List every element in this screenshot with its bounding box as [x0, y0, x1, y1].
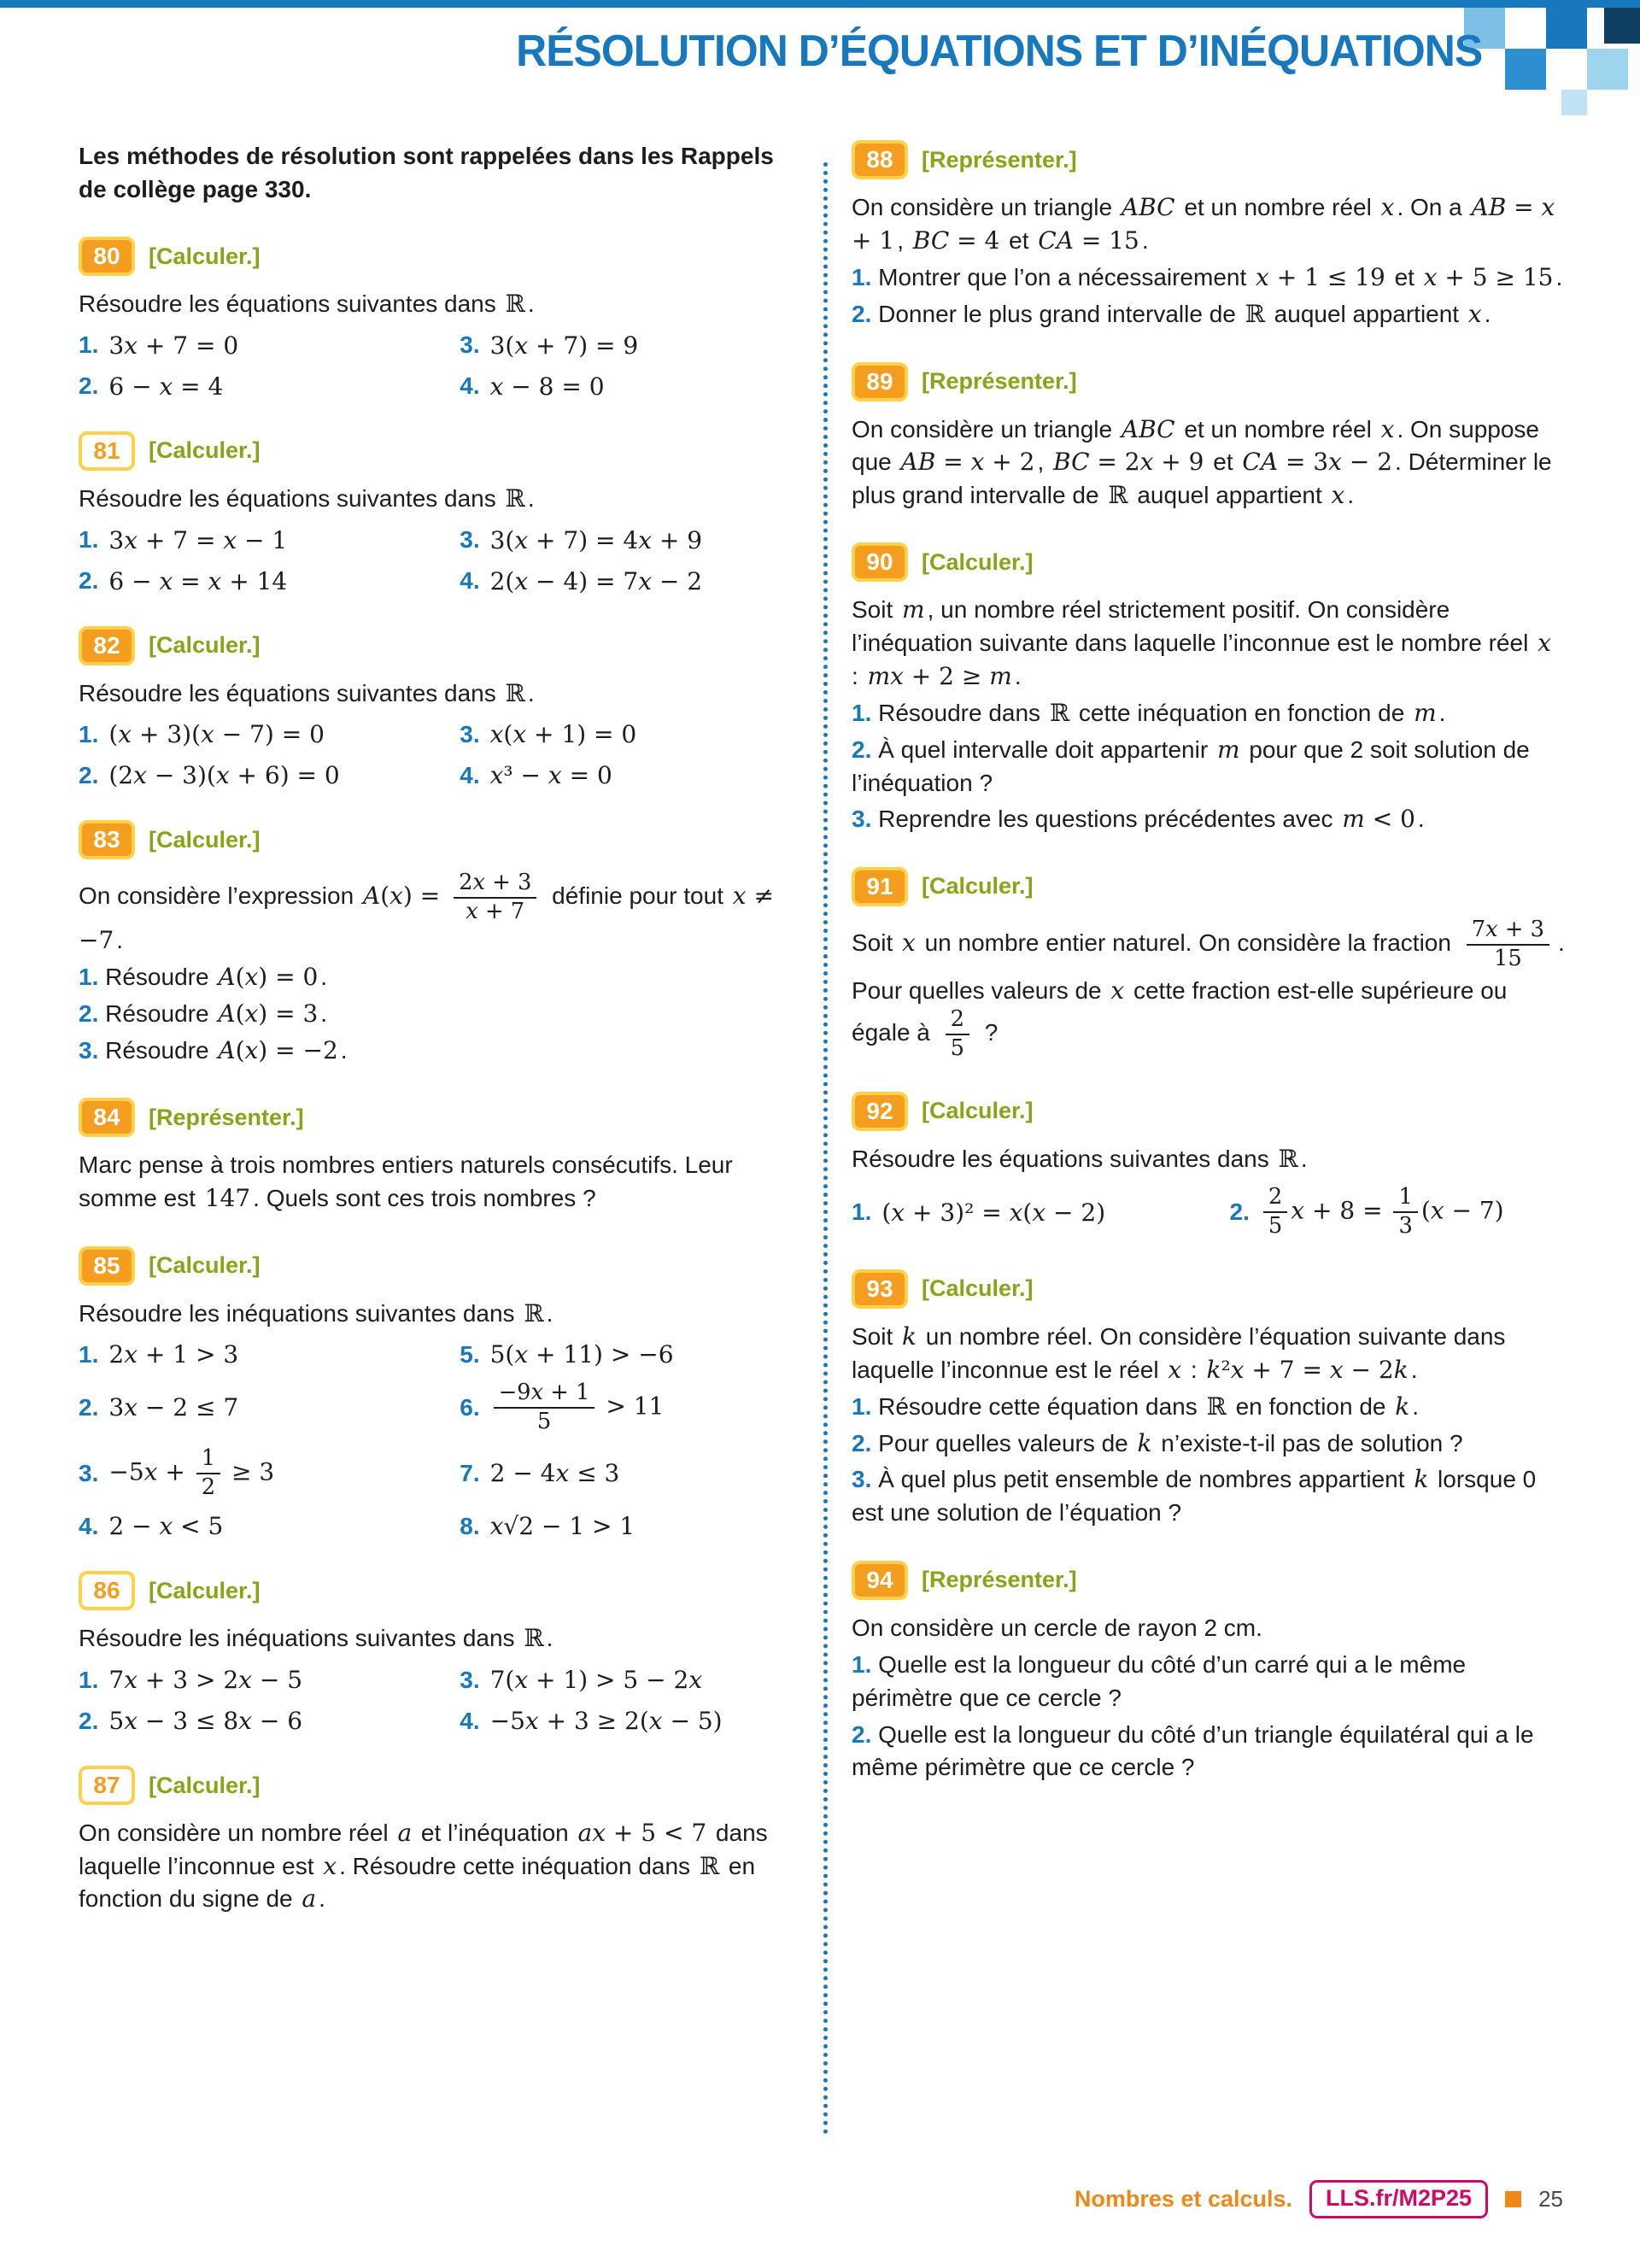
equation-item — [460, 720, 798, 748]
equation-item — [460, 761, 798, 789]
equation-expression: 3x + 7 = x − 1 — [108, 525, 288, 554]
question-text: Résoudre A(x) = −2 . — [98, 1035, 348, 1064]
inline-math: x — [1168, 1355, 1182, 1384]
exercise-tag: [Calculer.] — [149, 632, 261, 658]
exercise-number-badge: 82 — [79, 626, 135, 665]
mosaic-square — [1604, 8, 1640, 44]
equation-number: 3. — [460, 331, 480, 359]
exercise-86 — [79, 1571, 798, 1735]
equation-number: 8. — [460, 1512, 480, 1539]
inline-math: A(x) = 3 — [218, 999, 319, 1028]
footer-chapter-label: Nombres et calculs. — [1074, 2186, 1293, 2212]
question-text: Résoudre dans ℝ cette inéquation en fonction de m . — [871, 699, 1446, 728]
equation-number: 3. — [460, 720, 480, 747]
exercise-text: On considère l’expression A(x) = $\frac{2x + 3}{x + 7}$ définie pour tout x ≠ −7 . — [79, 870, 774, 954]
equation-number: 1. — [79, 1340, 99, 1368]
equation-list — [79, 331, 798, 401]
equation-expression: 6 − x = 4 — [108, 372, 224, 401]
exercise-number-badge: 89 — [852, 362, 908, 401]
inline-math: A(x) = — [362, 882, 448, 911]
question-item — [852, 1427, 1565, 1461]
inline-math: AB = x + 2 — [900, 448, 1035, 477]
equation-number: 4. — [79, 1512, 99, 1539]
equation-item — [79, 331, 460, 360]
equation-number: 3. — [460, 526, 480, 553]
question-text: Résoudre A(x) = 0 . — [98, 963, 328, 992]
mosaic-square — [1587, 49, 1628, 90]
equation-expression: 7(x + 1) > 5 − 2x — [489, 1666, 703, 1694]
inline-math: CA = 3x − 2 — [1242, 448, 1393, 477]
page-title: RÉSOLUTION D’ÉQUATIONS ET D’INÉQUATIONS — [515, 26, 1482, 76]
exercise-82 — [79, 626, 798, 790]
exercise-header — [79, 1098, 798, 1137]
equation-number: 1. — [79, 720, 99, 747]
equation-item — [79, 761, 460, 789]
exercise-header — [79, 1766, 798, 1805]
equation-expression: x³ − x = 0 — [489, 761, 612, 790]
equation-expression: $\frac{-9x + 1}{5}$ > 11 — [490, 1381, 665, 1434]
question-number: 3. — [79, 1036, 99, 1064]
question-number: 1. — [852, 1651, 872, 1679]
inline-math: m — [1216, 735, 1240, 764]
fraction: $\frac{2}{5}$ — [946, 1008, 969, 1061]
equation-expression: −5x + $\frac{1}{2}$ ≥ 3 — [108, 1445, 275, 1500]
equation-expression: 5(x + 11) > −6 — [489, 1340, 674, 1369]
exercise-tag: [Représenter.] — [149, 1104, 304, 1130]
exercise-90 — [852, 542, 1565, 835]
exercise-text: Résoudre les équations suivantes dans ℝ . — [79, 290, 535, 319]
equation-number: 3. — [79, 1459, 99, 1486]
equation-expression: 2x + 1 > 3 — [108, 1340, 239, 1369]
inline-math: ℝ — [524, 1624, 544, 1653]
exercise-tag: [Calculer.] — [149, 437, 261, 464]
fraction: $\frac{-9x + 1}{5}$ — [494, 1381, 595, 1434]
inline-math — [1458, 929, 1463, 957]
fraction: $\frac{1}{3}$ — [1393, 1186, 1417, 1239]
question-list — [852, 697, 1565, 836]
equation-expression: 6 − x = x + 14 — [108, 566, 288, 595]
inline-math: ABC — [1121, 193, 1175, 221]
exercise-number-badge: 90 — [852, 542, 908, 582]
question-number: 3. — [852, 806, 872, 833]
question-text: Reprendre les questions précédentes avec m < 0 . — [871, 805, 1425, 834]
inline-math: BC = 4 — [912, 226, 1000, 255]
equation-expression: (2x − 3)(x + 6) = 0 — [108, 761, 340, 790]
question-number: 2. — [852, 735, 872, 763]
exercise-number-badge: 91 — [852, 867, 908, 906]
exercise-text: Résoudre les équations suivantes dans ℝ . — [79, 678, 535, 707]
equation-number: 2. — [1229, 1198, 1250, 1226]
exercise-83 — [79, 820, 798, 1067]
right-column — [852, 128, 1565, 1788]
exercise-header — [79, 1571, 798, 1610]
exercise-number-badge: 81 — [79, 431, 135, 471]
mosaic-square — [1505, 49, 1546, 90]
equation-number: 2. — [79, 1393, 99, 1421]
question-number: 1. — [852, 1393, 872, 1421]
question-item — [852, 261, 1565, 295]
exercise-tag: [Représenter.] — [922, 146, 1077, 173]
equation-item — [460, 1340, 798, 1368]
question-text: Quelle est la longueur du côté d’un triangle équilatéral qui a le même périmètre que ce cercle ? — [852, 1720, 1534, 1781]
equation-number: 2. — [79, 1707, 99, 1734]
exercise-header — [852, 140, 1565, 179]
fraction: $\frac{2x + 3}{x + 7}$ — [454, 871, 536, 924]
equation-number: 4. — [460, 567, 480, 594]
equation-item — [79, 1707, 460, 1735]
mosaic-square — [1561, 90, 1587, 115]
equation-item — [79, 1381, 460, 1434]
inline-math: BC = 2x + 9 — [1053, 448, 1204, 477]
question-item — [852, 1463, 1565, 1529]
question-text: Résoudre cette équation dans ℝ en fonction de k . — [871, 1392, 1420, 1421]
exercise-text: Résoudre les équations suivantes dans ℝ . — [852, 1144, 1308, 1173]
exercise-85 — [79, 1246, 798, 1541]
inline-math: k — [1395, 1392, 1410, 1421]
exercise-text: Marc pense à trois nombres entiers naturels consécutifs. Leur somme est 147 . Quels sont ces trois nombres ? — [79, 1152, 733, 1212]
inline-math: ℝ — [1245, 299, 1265, 328]
question-number: 2. — [852, 300, 872, 327]
exercise-tag: [Représenter.] — [922, 1567, 1077, 1593]
inline-math: a — [302, 1884, 317, 1913]
exercise-88 — [852, 140, 1565, 331]
equation-number: 7. — [460, 1459, 480, 1486]
mosaic-square — [1546, 8, 1587, 49]
exercise-number-badge: 93 — [852, 1269, 908, 1309]
content-area — [79, 128, 1565, 2136]
footer-link[interactable]: LLS.fr/M2P25 — [1309, 2180, 1488, 2218]
exercise-header — [79, 237, 798, 276]
equation-expression: (x + 3)² = x(x − 2) — [882, 1198, 1106, 1227]
inline-math: k — [1137, 1428, 1152, 1457]
question-item — [852, 1719, 1565, 1785]
inline-math: m — [1414, 699, 1437, 728]
exercise-text: Résoudre les inéquations suivantes dans ℝ . — [79, 1298, 554, 1327]
inline-math: x — [323, 1851, 337, 1880]
exercise-tag: [Calculer.] — [149, 243, 261, 269]
question-item — [852, 1391, 1565, 1424]
inline-math — [937, 1018, 942, 1046]
inline-math: k²x + 7 = x − 2k — [1206, 1355, 1409, 1384]
fraction: $\frac{2}{5}$ — [1263, 1186, 1287, 1239]
inline-math: x ≠ −7 — [79, 882, 774, 954]
inline-math: x + 5 ≥ 15 — [1423, 263, 1554, 292]
equation-item — [79, 1447, 460, 1500]
inline-math — [973, 1018, 978, 1046]
exercise-tag: [Calculer.] — [922, 873, 1034, 900]
exercise-tag: [Calculer.] — [922, 1098, 1034, 1124]
inline-math: x — [1380, 193, 1395, 221]
equation-expression: 7x + 3 > 2x − 5 — [108, 1666, 303, 1694]
question-number: 1. — [79, 964, 99, 991]
question-number: 2. — [79, 1000, 99, 1027]
equation-number: 4. — [460, 761, 480, 788]
footer-square-icon — [1505, 2191, 1521, 2207]
question-text: À quel plus petit ensemble de nombres appartient k lorsque 0 est une solution de l’équation ? — [852, 1465, 1537, 1526]
question-number: 1. — [852, 700, 872, 727]
inline-math: x — [1331, 480, 1345, 509]
equation-item — [460, 1707, 798, 1735]
exercise-header — [852, 1269, 1565, 1309]
question-item — [79, 1034, 798, 1068]
exercise-94 — [852, 1561, 1565, 1785]
exercise-89 — [852, 362, 1565, 513]
exercise-80 — [79, 237, 798, 401]
exercise-header — [79, 626, 798, 665]
exercise-tag: [Calculer.] — [149, 1772, 261, 1798]
exercise-number-badge: 92 — [852, 1092, 908, 1131]
equation-expression: 5x − 3 ≤ 8x − 6 — [108, 1707, 303, 1735]
fraction: $\frac{7x + 3}{15}$ — [1467, 918, 1549, 971]
question-text: À quel intervalle doit appartenir m pour que 2 soit solution de l’inéquation ? — [852, 735, 1530, 796]
inline-math: k — [902, 1322, 917, 1351]
inline-math: ℝ — [524, 1298, 544, 1327]
question-item — [852, 1649, 1565, 1714]
question-item — [852, 697, 1565, 730]
question-number: 3. — [852, 1466, 872, 1493]
exercise-84 — [79, 1098, 798, 1215]
equation-number: 2. — [79, 761, 99, 788]
inline-math — [1553, 929, 1558, 957]
inline-math: ax + 5 < 7 — [577, 1819, 707, 1847]
question-number: 2. — [852, 1720, 872, 1748]
question-item — [79, 998, 798, 1031]
equation-item — [460, 1666, 798, 1694]
inline-math: ℝ — [699, 1851, 720, 1880]
equation-item — [1230, 1186, 1565, 1239]
inline-math: AB = x + 1 — [852, 193, 1555, 255]
question-number: 1. — [852, 264, 872, 291]
equation-item — [79, 1666, 460, 1694]
exercise-87 — [79, 1766, 798, 1916]
inline-math: m — [902, 595, 925, 624]
exercise-number-badge: 87 — [79, 1766, 135, 1805]
question-text: Donner le plus grand intervalle de ℝ auquel appartient x . — [871, 299, 1491, 328]
exercise-text: Soit m , un nombre réel strictement positif. On considère l’inéquation suivante dans laquelle l’inconnue est le nombre réel x : mx + 2 ≥ m . — [852, 594, 1565, 693]
exercise-text: On considère un triangle ABC et un nombre réel x . On suppose que AB = x + 2 , BC = 2x + 9 et CA = 3x − 2 . Déterminer le plus grand intervalle de ℝ auquel appartient x . — [852, 414, 1552, 509]
equation-item — [79, 720, 460, 748]
exercise-number-badge: 94 — [852, 1561, 908, 1600]
inline-math: ℝ — [505, 290, 525, 319]
inline-math: ℝ — [1108, 480, 1128, 509]
inline-math: x — [1110, 976, 1125, 1005]
inline-math: ℝ — [505, 678, 525, 707]
exercise-93 — [852, 1269, 1565, 1530]
equation-item — [852, 1186, 1230, 1239]
equation-number: 1. — [852, 1198, 872, 1226]
equation-number: 4. — [460, 372, 480, 400]
equation-item — [460, 1512, 798, 1540]
question-list — [852, 1649, 1565, 1785]
inline-math: ABC — [1121, 414, 1175, 443]
equation-expression: 3(x + 7) = 4x + 9 — [489, 525, 703, 554]
page-number: 25 — [1538, 2186, 1563, 2212]
exercise-tag: [Calculer.] — [922, 1275, 1034, 1302]
question-list — [852, 261, 1565, 331]
question-text: Montrer que l’on a nécessairement x + 1 ≤ 19 et x + 5 ≥ 15 . — [871, 263, 1563, 292]
inline-math: a — [397, 1819, 413, 1847]
exercise-header — [79, 820, 798, 859]
exercise-number-badge: 88 — [852, 140, 908, 179]
exercise-header — [852, 1092, 1565, 1131]
equation-expression: x − 8 = 0 — [489, 372, 605, 401]
equation-expression: x√2 − 1 > 1 — [489, 1512, 636, 1541]
equation-list — [79, 1666, 798, 1735]
question-number: 2. — [852, 1429, 872, 1456]
exercise-text: Pour quelles valeurs de x cette fraction est-elle supérieure ou égale à $\frac{2}{5}$ ? — [852, 976, 1508, 1061]
inline-math: A(x) = 0 — [218, 963, 319, 992]
exercise-header — [79, 431, 798, 471]
equation-item — [79, 1512, 460, 1540]
question-text: Pour quelles valeurs de k n’existe-t-il pas de solution ? — [871, 1428, 1463, 1457]
question-list — [852, 1391, 1565, 1530]
inline-math: ℝ — [505, 483, 525, 513]
equation-item — [79, 372, 460, 401]
equation-item — [79, 526, 460, 554]
question-text: Résoudre A(x) = 3 . — [98, 999, 328, 1028]
equation-expression: 3x − 2 ≤ 7 — [108, 1393, 239, 1422]
column-divider — [823, 162, 828, 2136]
equation-number: 1. — [79, 1666, 99, 1693]
exercise-text: On considère un triangle ABC et un nombre réel x . On a AB = x + 1 , BC = 4 et CA = 15 . — [852, 193, 1555, 255]
question-item — [852, 803, 1565, 836]
exercise-text: On considère un nombre réel a et l’inéquation ax + 5 < 7 dans laquelle l’inconnue est x . Résoudre cette inéquation dans ℝ en fonction du signe de a . — [79, 1819, 768, 1913]
equation-expression: 2 − x < 5 — [108, 1512, 224, 1541]
inline-math: x — [1380, 414, 1395, 443]
inline-math: ℝ — [1206, 1392, 1227, 1421]
equation-expression: $\frac{2}{5}$ x + 8 = $\frac{1}{3}$ (x − 7) — [1260, 1186, 1504, 1239]
equation-number: 5. — [460, 1340, 480, 1368]
exercise-tag: [Calculer.] — [149, 826, 261, 853]
question-item — [852, 734, 1565, 800]
equation-number: 6. — [460, 1393, 480, 1421]
exercise-header — [852, 362, 1565, 401]
equation-item — [460, 526, 798, 554]
question-item — [852, 298, 1565, 331]
exercise-text: On considère un cercle de rayon 2 cm. — [852, 1614, 1262, 1641]
intro-note: Les méthodes de résolution sont rappelées dans les Rappels de collège page 330. — [79, 143, 774, 202]
inline-math: 147 — [204, 1183, 251, 1212]
equation-item — [460, 372, 798, 401]
equation-expression: −5x + 3 ≥ 2(x − 5) — [489, 1707, 723, 1735]
exercise-text: Résoudre les inéquations suivantes dans ℝ . — [79, 1624, 554, 1653]
equation-number: 2. — [79, 372, 99, 400]
exercise-tag: [Représenter.] — [922, 368, 1077, 394]
question-list — [79, 961, 798, 1067]
exercise-text: Soit k un nombre réel. On considère l’équation suivante dans laquelle l’inconnue est le réel x : k²x + 7 = x − 2k . — [852, 1322, 1506, 1384]
exercise-text: Soit x un nombre entier naturel. On considère la fraction $\frac{7x + 3}{15}$ . — [852, 916, 1565, 971]
inline-math: CA = 15 — [1038, 226, 1139, 255]
exercise-header — [852, 867, 1565, 906]
inline-math: x + 1 ≤ 19 — [1256, 263, 1385, 292]
equation-number: 1. — [79, 331, 99, 359]
equation-number: 1. — [79, 526, 99, 553]
equation-expression: 2(x − 4) = 7x − 2 — [489, 566, 703, 595]
equation-item — [79, 567, 460, 595]
equation-item — [460, 1381, 798, 1434]
inline-math: ℝ — [1049, 699, 1070, 728]
exercise-number-badge: 85 — [79, 1246, 135, 1286]
inline-math: x — [1538, 629, 1551, 657]
equation-expression: x(x + 1) = 0 — [489, 720, 637, 749]
top-bar — [0, 0, 1640, 8]
exercise-header — [852, 1561, 1565, 1600]
inline-math: A(x) = −2 — [218, 1035, 338, 1064]
equation-item — [460, 1447, 798, 1500]
exercise-92 — [852, 1092, 1565, 1239]
question-item — [79, 961, 798, 994]
footer — [1075, 2180, 1563, 2218]
exercise-number-badge: 80 — [79, 237, 135, 276]
exercise-header — [79, 1246, 798, 1286]
equation-expression: (x + 3)(x − 7) = 0 — [108, 720, 325, 749]
exercise-number-badge: 84 — [79, 1098, 135, 1137]
equation-expression: 3x + 7 = 0 — [108, 331, 239, 360]
left-column — [79, 128, 798, 1920]
exercise-number-badge: 86 — [79, 1571, 135, 1610]
equation-expression: 2 − 4x ≤ 3 — [489, 1459, 620, 1488]
fraction: $\frac{1}{2}$ — [196, 1447, 220, 1500]
inline-math: x — [902, 928, 916, 957]
inline-math: mx + 2 ≥ m — [867, 661, 1012, 690]
equation-list — [79, 526, 798, 595]
exercise-tag: [Calculer.] — [149, 1577, 261, 1603]
inline-math: ℝ — [1278, 1144, 1298, 1173]
inline-math: x — [1467, 299, 1482, 328]
equation-list — [852, 1186, 1565, 1239]
inline-math: k — [1414, 1465, 1429, 1494]
exercise-text: Résoudre les équations suivantes dans ℝ . — [79, 483, 535, 513]
inline-math — [540, 882, 545, 910]
exercise-tag: [Calculer.] — [922, 548, 1034, 575]
inline-math: m < 0 — [1342, 805, 1415, 834]
equation-list — [79, 1340, 798, 1540]
equation-expression: 3(x + 7) = 9 — [489, 331, 639, 360]
equation-item — [460, 331, 798, 360]
equation-number: 2. — [79, 567, 99, 594]
equation-list — [79, 720, 798, 789]
equation-item — [79, 1340, 460, 1368]
equation-item — [460, 567, 798, 595]
exercise-tag: [Calculer.] — [149, 1252, 261, 1278]
exercise-81 — [79, 431, 798, 595]
exercise-header — [852, 542, 1565, 582]
equation-number: 3. — [460, 1666, 480, 1693]
equation-number: 4. — [460, 1707, 480, 1734]
exercise-91 — [852, 867, 1565, 1061]
exercise-number-badge: 83 — [79, 820, 135, 859]
question-text: Quelle est la longueur du côté d’un carré qui a le même périmètre que ce cercle ? — [852, 1651, 1467, 1711]
